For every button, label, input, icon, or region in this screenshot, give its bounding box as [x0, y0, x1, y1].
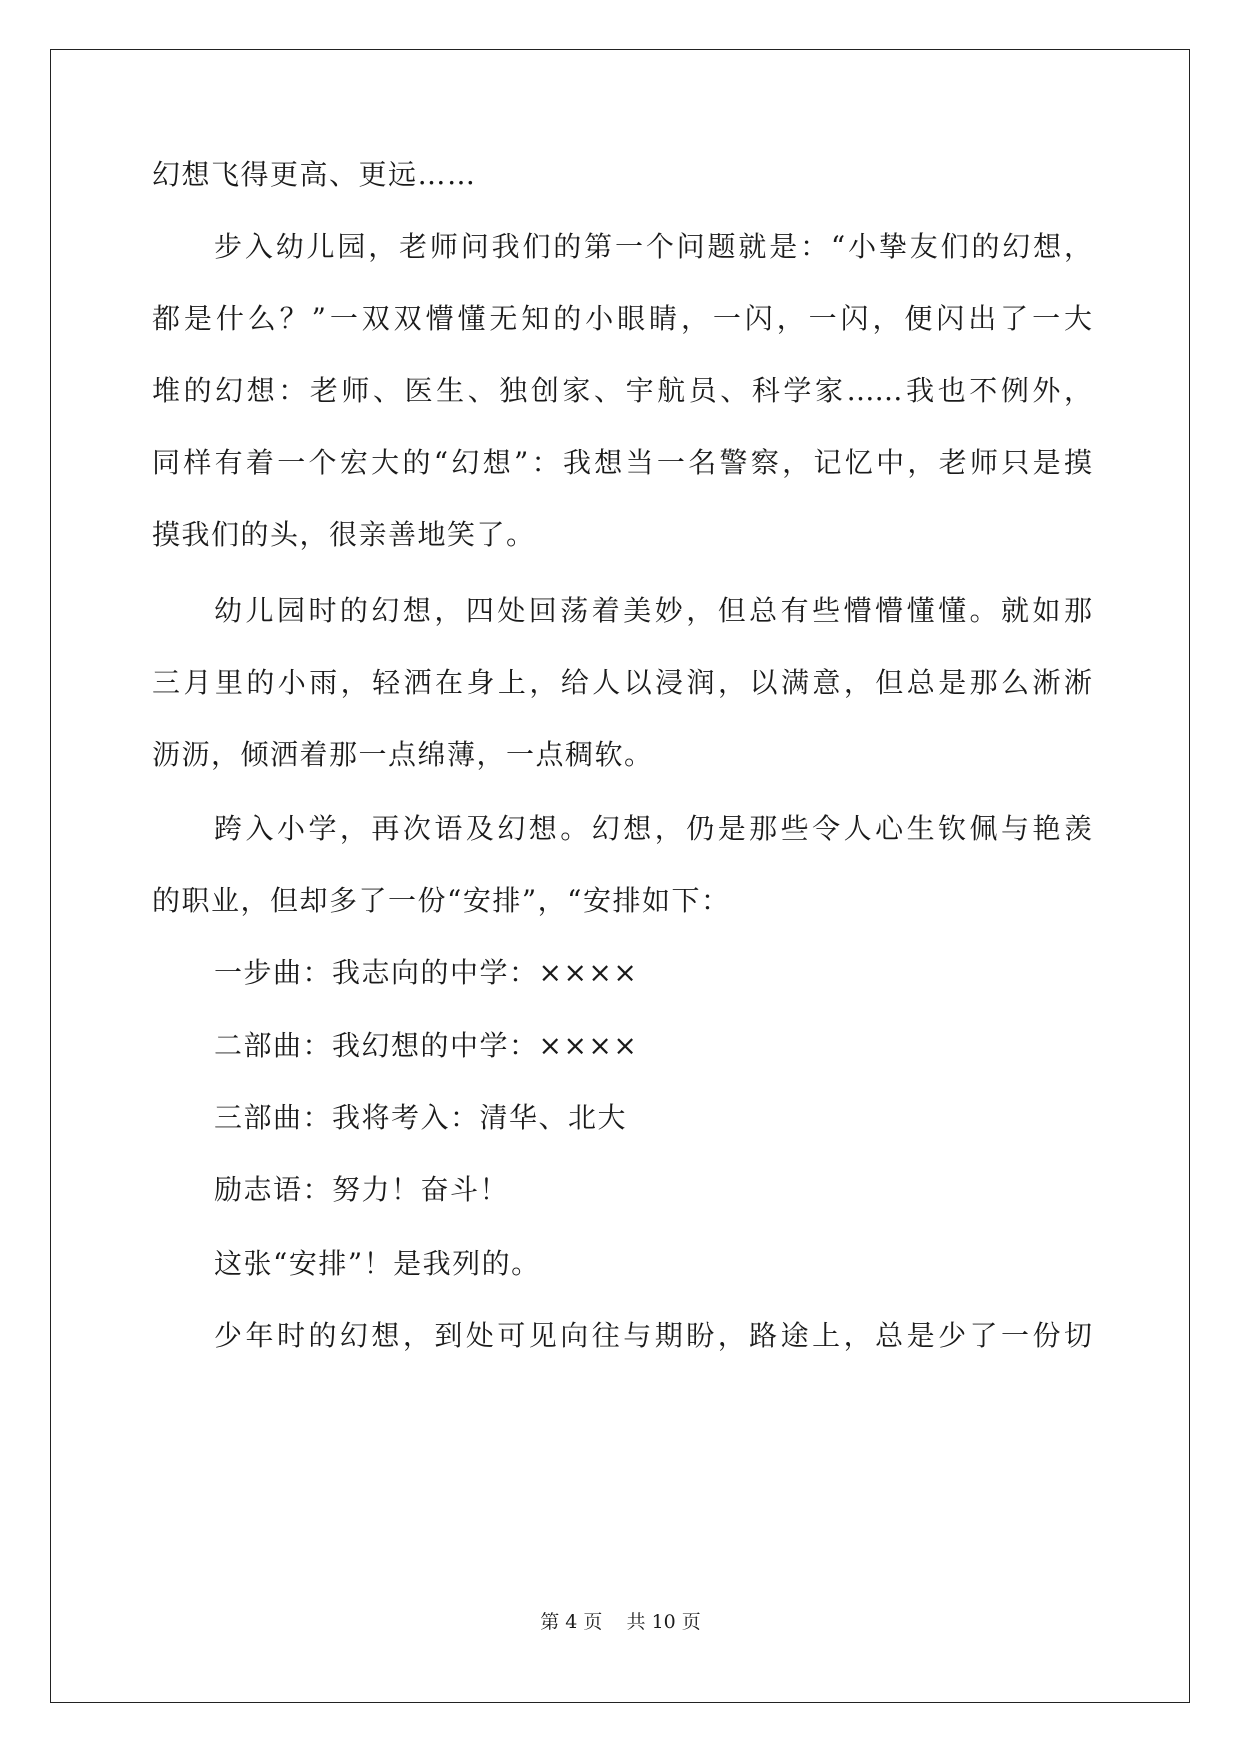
- text-line: 这张“安排”！是我列的。: [214, 1247, 541, 1280]
- page-number-footer: 第 4 页 共 10 页: [540, 1611, 701, 1633]
- text-line: 同样有着一个宏大的“幻想”：我想当一名警察，记忆中，老师只是摸: [152, 446, 1092, 479]
- paragraph-start: 步入幼儿园，老师问我们的第一个问题就是：“小挚友们的幻想，: [214, 230, 1092, 263]
- text-line: 幻想飞得更高、更远……: [152, 158, 477, 191]
- paragraph-start: 跨入小学，再次语及幻想。幻想，仍是那些令人心生钦佩与艳羡: [214, 812, 1092, 845]
- plan-item: 一步曲：我志向的中学：××××: [214, 956, 639, 989]
- text-line: 都是什么？”一双双懵懂无知的小眼睛，一闪，一闪，便闪出了一大: [152, 302, 1092, 335]
- text-line: 的职业，但却多了一份“安排”，“安排如下：: [152, 884, 731, 917]
- page-border: [50, 49, 1190, 1703]
- text-line: 堆的幻想：老师、医生、独创家、宇航员、科学家……我也不例外，: [152, 374, 1092, 407]
- paragraph-start: 少年时的幻想，到处可见向往与期盼，路途上，总是少了一份切: [214, 1319, 1092, 1352]
- text-line: 三月里的小雨，轻洒在身上，给人以浸润，以满意，但总是那么淅淅: [152, 666, 1092, 699]
- paragraph-start: 幼儿园时的幻想，四处回荡着美妙，但总有些懵懵懂懂。就如那: [214, 594, 1092, 627]
- plan-item: 三部曲：我将考入：清华、北大: [214, 1101, 628, 1134]
- text-line: 摸我们的头，很亲善地笑了。: [152, 518, 536, 551]
- plan-item: 二部曲：我幻想的中学：××××: [214, 1029, 639, 1062]
- motto-line: 励志语：努力！奋斗！: [214, 1173, 510, 1206]
- text-line: 沥沥，倾洒着那一点绵薄，一点稠软。: [152, 738, 654, 771]
